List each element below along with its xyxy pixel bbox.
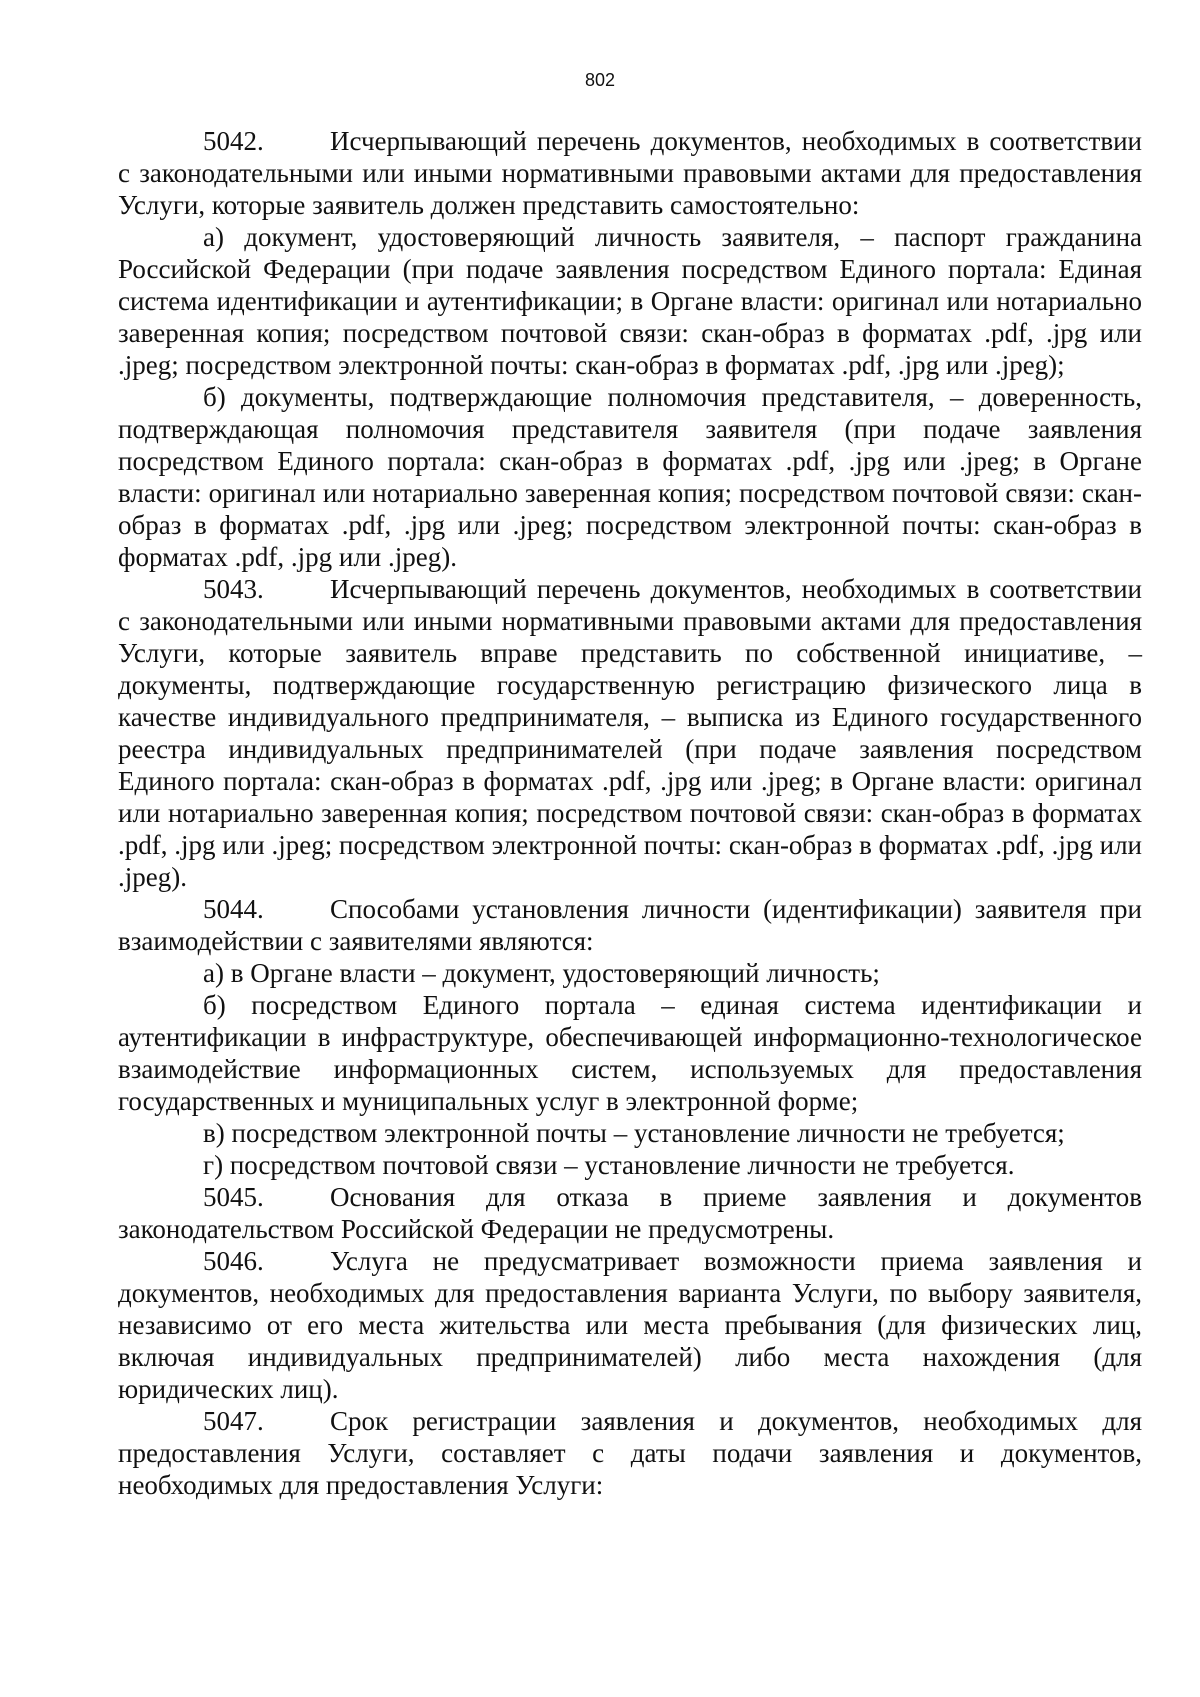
list-item-v xyxy=(118,1117,1142,1149)
paragraph-text: б) посредством Единого портала – единая система идентификации и аутентификации в инфраструктуре, обеспечивающей информационно-технологическое взаимодействие информационных систем, используемых для предоставления государственных и муниципальных услуг в электронной форме; xyxy=(118,990,1142,1116)
paragraph-number: 5047. xyxy=(203,1406,264,1436)
paragraph-5045 xyxy=(118,1181,1142,1245)
list-item-a xyxy=(118,221,1142,381)
paragraph-5044 xyxy=(118,893,1142,957)
paragraph-text: б) документы, подтверждающие полномочия представителя, – доверенность, подтверждающая полномочия представителя заявителя (при подаче заявления посредством Единого портала: скан-образ в форматах .pdf, .jpg или .jpeg; в Органе власти: оригинал или нотариально заверенная копия; посредством почтовой связи: скан-образ в форматах .pdf, .jpg или .jpeg; посредством электронной почты: скан-образ в форматах .pdf, .jpg или .jpeg). xyxy=(118,382,1142,572)
page-number: 802 xyxy=(584,70,616,90)
paragraph-text: а) документ, удостоверяющий личность заявителя, – паспорт гражданина Российской Федерации (при подаче заявления посредством Единого портала: Единая система идентификации и аутентификации; в Органе власти: оригинал или нотариально заверенная копия; посредством почтовой связи: скан-образ в форматах .pdf, .jpg или .jpeg; посредством электронной почты: скан-образ в форматах .pdf, .jpg или .jpeg); xyxy=(118,222,1142,380)
paragraph-5043 xyxy=(118,573,1142,893)
paragraph-text: Исчерпывающий перечень документов, необходимых в соответствии с законодательными или иными нормативными правовыми актами для предоставления Услуги, которые заявитель должен представить самостоятельно: xyxy=(118,126,1142,220)
paragraph-5047 xyxy=(118,1405,1142,1501)
paragraph-text: Способами установления личности (идентификации) заявителя при взаимодействии с заявителями являются: xyxy=(118,894,1142,956)
paragraph-text: а) в Органе власти – документ, удостоверяющий личность; xyxy=(203,958,880,988)
paragraph-text: г) посредством почтовой связи – установление личности не требуется. xyxy=(203,1150,1015,1180)
paragraph-number: 5044. xyxy=(203,894,264,924)
paragraph-5042 xyxy=(118,125,1142,221)
paragraph-text: Основания для отказа в приеме заявления и документов законодательством Российской Федерации не предусмотрены. xyxy=(118,1182,1142,1244)
paragraph-text: в) посредством электронной почты – установление личности не требуется; xyxy=(203,1118,1065,1148)
paragraph-text: Услуга не предусматривает возможности приема заявления и документов, необходимых для предоставления варианта Услуги, по выбору заявителя, независимо от его места жительства или места пребывания (для физических лиц, включая индивидуальных предпринимателей) либо места нахождения (для юридических лиц). xyxy=(118,1246,1142,1404)
list-item-b xyxy=(118,381,1142,573)
list-item-b xyxy=(118,989,1142,1117)
paragraph-number: 5045. xyxy=(203,1182,264,1212)
paragraph-number: 5046. xyxy=(203,1246,264,1276)
paragraph-number: 5043. xyxy=(203,574,264,604)
paragraph-text: Срок регистрации заявления и документов, необходимых для предоставления Услуги, составляет с даты подачи заявления и документов, необходимых для предоставления Услуги: xyxy=(118,1406,1142,1500)
document-body xyxy=(118,125,1142,1501)
paragraph-text: Исчерпывающий перечень документов, необходимых в соответствии с законодательными или иными нормативными правовыми актами для предоставления Услуги, которые заявитель вправе представить по собственной инициативе, – документы, подтверждающие государственную регистрацию физического лица в качестве индивидуального предпринимателя, – выписка из Единого государственного реестра индивидуальных предпринимателей (при подаче заявления посредством Единого портала: скан-образ в форматах .pdf, .jpg или .jpeg; в Органе власти: оригинал или нотариально заверенная копия; посредством почтовой связи: скан-образ в форматах .pdf, .jpg или .jpeg; посредством электронной почты: скан-образ в форматах .pdf, .jpg или .jpeg). xyxy=(118,574,1142,892)
list-item-g xyxy=(118,1149,1142,1181)
paragraph-number: 5042. xyxy=(203,126,264,156)
paragraph-5046 xyxy=(118,1245,1142,1405)
list-item-a xyxy=(118,957,1142,989)
